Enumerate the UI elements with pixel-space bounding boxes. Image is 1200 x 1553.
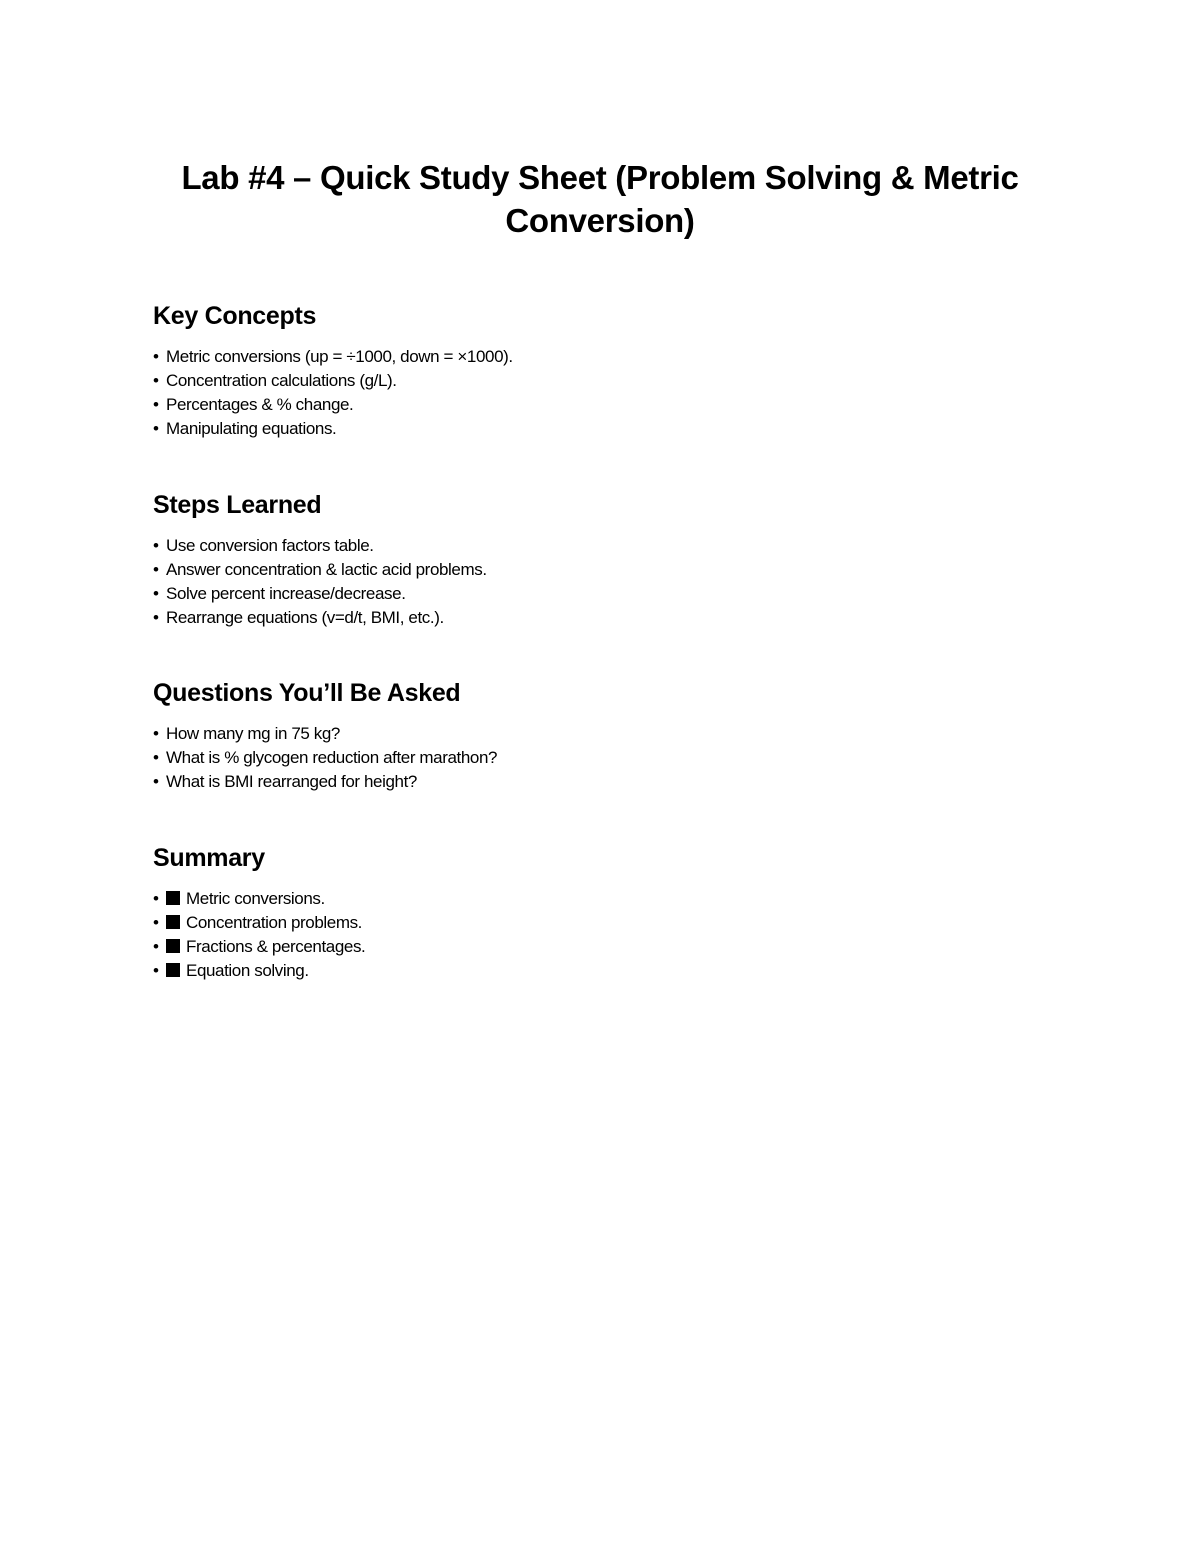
list-item [153, 887, 853, 911]
list-item [153, 534, 853, 558]
bullet-icon: • [153, 913, 159, 932]
bullet-icon: • [153, 608, 159, 627]
list-item-text: What is % glycogen reduction after marathon? [166, 748, 498, 767]
section-heading: Summary [153, 844, 265, 872]
list-item-text: What is BMI rearranged for height? [166, 772, 417, 791]
bullet-icon: • [153, 395, 159, 414]
bullet-icon: • [153, 772, 159, 791]
list-item [153, 911, 853, 935]
list-item-text: How many mg in 75 kg? [166, 724, 340, 743]
section-heading: Steps Learned [153, 491, 322, 519]
bullet-icon: • [153, 889, 159, 908]
list-item [153, 935, 853, 959]
list-item [153, 959, 853, 983]
list-item [153, 722, 853, 746]
bullet-icon: • [153, 748, 159, 767]
bullet-icon: • [153, 347, 159, 366]
section-key-concepts [153, 301, 853, 441]
document-title: Lab #4 – Quick Study Sheet (Problem Solving & Metric Conversion) [181, 159, 1019, 239]
section-summary [153, 843, 853, 983]
bullet-icon: • [153, 937, 159, 956]
bullet-icon: • [153, 371, 159, 390]
list-item-text: Answer concentration & lactic acid problems. [166, 560, 487, 579]
list-item [153, 393, 853, 417]
list-item-text: Rearrange equations (v=d/t, BMI, etc.). [166, 608, 444, 627]
square-icon [166, 963, 180, 977]
square-icon [166, 891, 180, 905]
bullet-list [153, 345, 853, 441]
list-item-text: Metric conversions (up = ÷1000, down = ×1000). [166, 347, 513, 366]
list-item-text: Fractions & percentages. [186, 937, 366, 956]
list-item-text: Manipulating equations. [166, 419, 337, 438]
list-item-text: Equation solving. [186, 961, 309, 980]
list-item [153, 606, 853, 630]
bullet-icon: • [153, 419, 159, 438]
bullet-list [153, 887, 853, 983]
bullet-icon: • [153, 536, 159, 555]
list-item [153, 746, 853, 770]
bullet-icon: • [153, 724, 159, 743]
list-item [153, 582, 853, 606]
list-item-text: Percentages & % change. [166, 395, 354, 414]
list-item-text: Use conversion factors table. [166, 536, 374, 555]
bullet-icon: • [153, 560, 159, 579]
list-item [153, 770, 853, 794]
list-item [153, 369, 853, 393]
bullet-list [153, 534, 853, 630]
list-item [153, 558, 853, 582]
list-item [153, 345, 853, 369]
section-steps-learned [153, 490, 853, 630]
list-item-text: Solve percent increase/decrease. [166, 584, 406, 603]
section-heading: Key Concepts [153, 302, 317, 330]
bullet-icon: • [153, 961, 159, 980]
section-questions [153, 678, 853, 794]
list-item-text: Concentration calculations (g/L). [166, 371, 397, 390]
section-heading: Questions You’ll Be Asked [153, 679, 461, 707]
list-item-text: Metric conversions. [186, 889, 325, 908]
list-item [153, 417, 853, 441]
square-icon [166, 939, 180, 953]
list-item-text: Concentration problems. [186, 913, 363, 932]
bullet-icon: • [153, 584, 159, 603]
square-icon [166, 915, 180, 929]
bullet-list [153, 722, 853, 794]
